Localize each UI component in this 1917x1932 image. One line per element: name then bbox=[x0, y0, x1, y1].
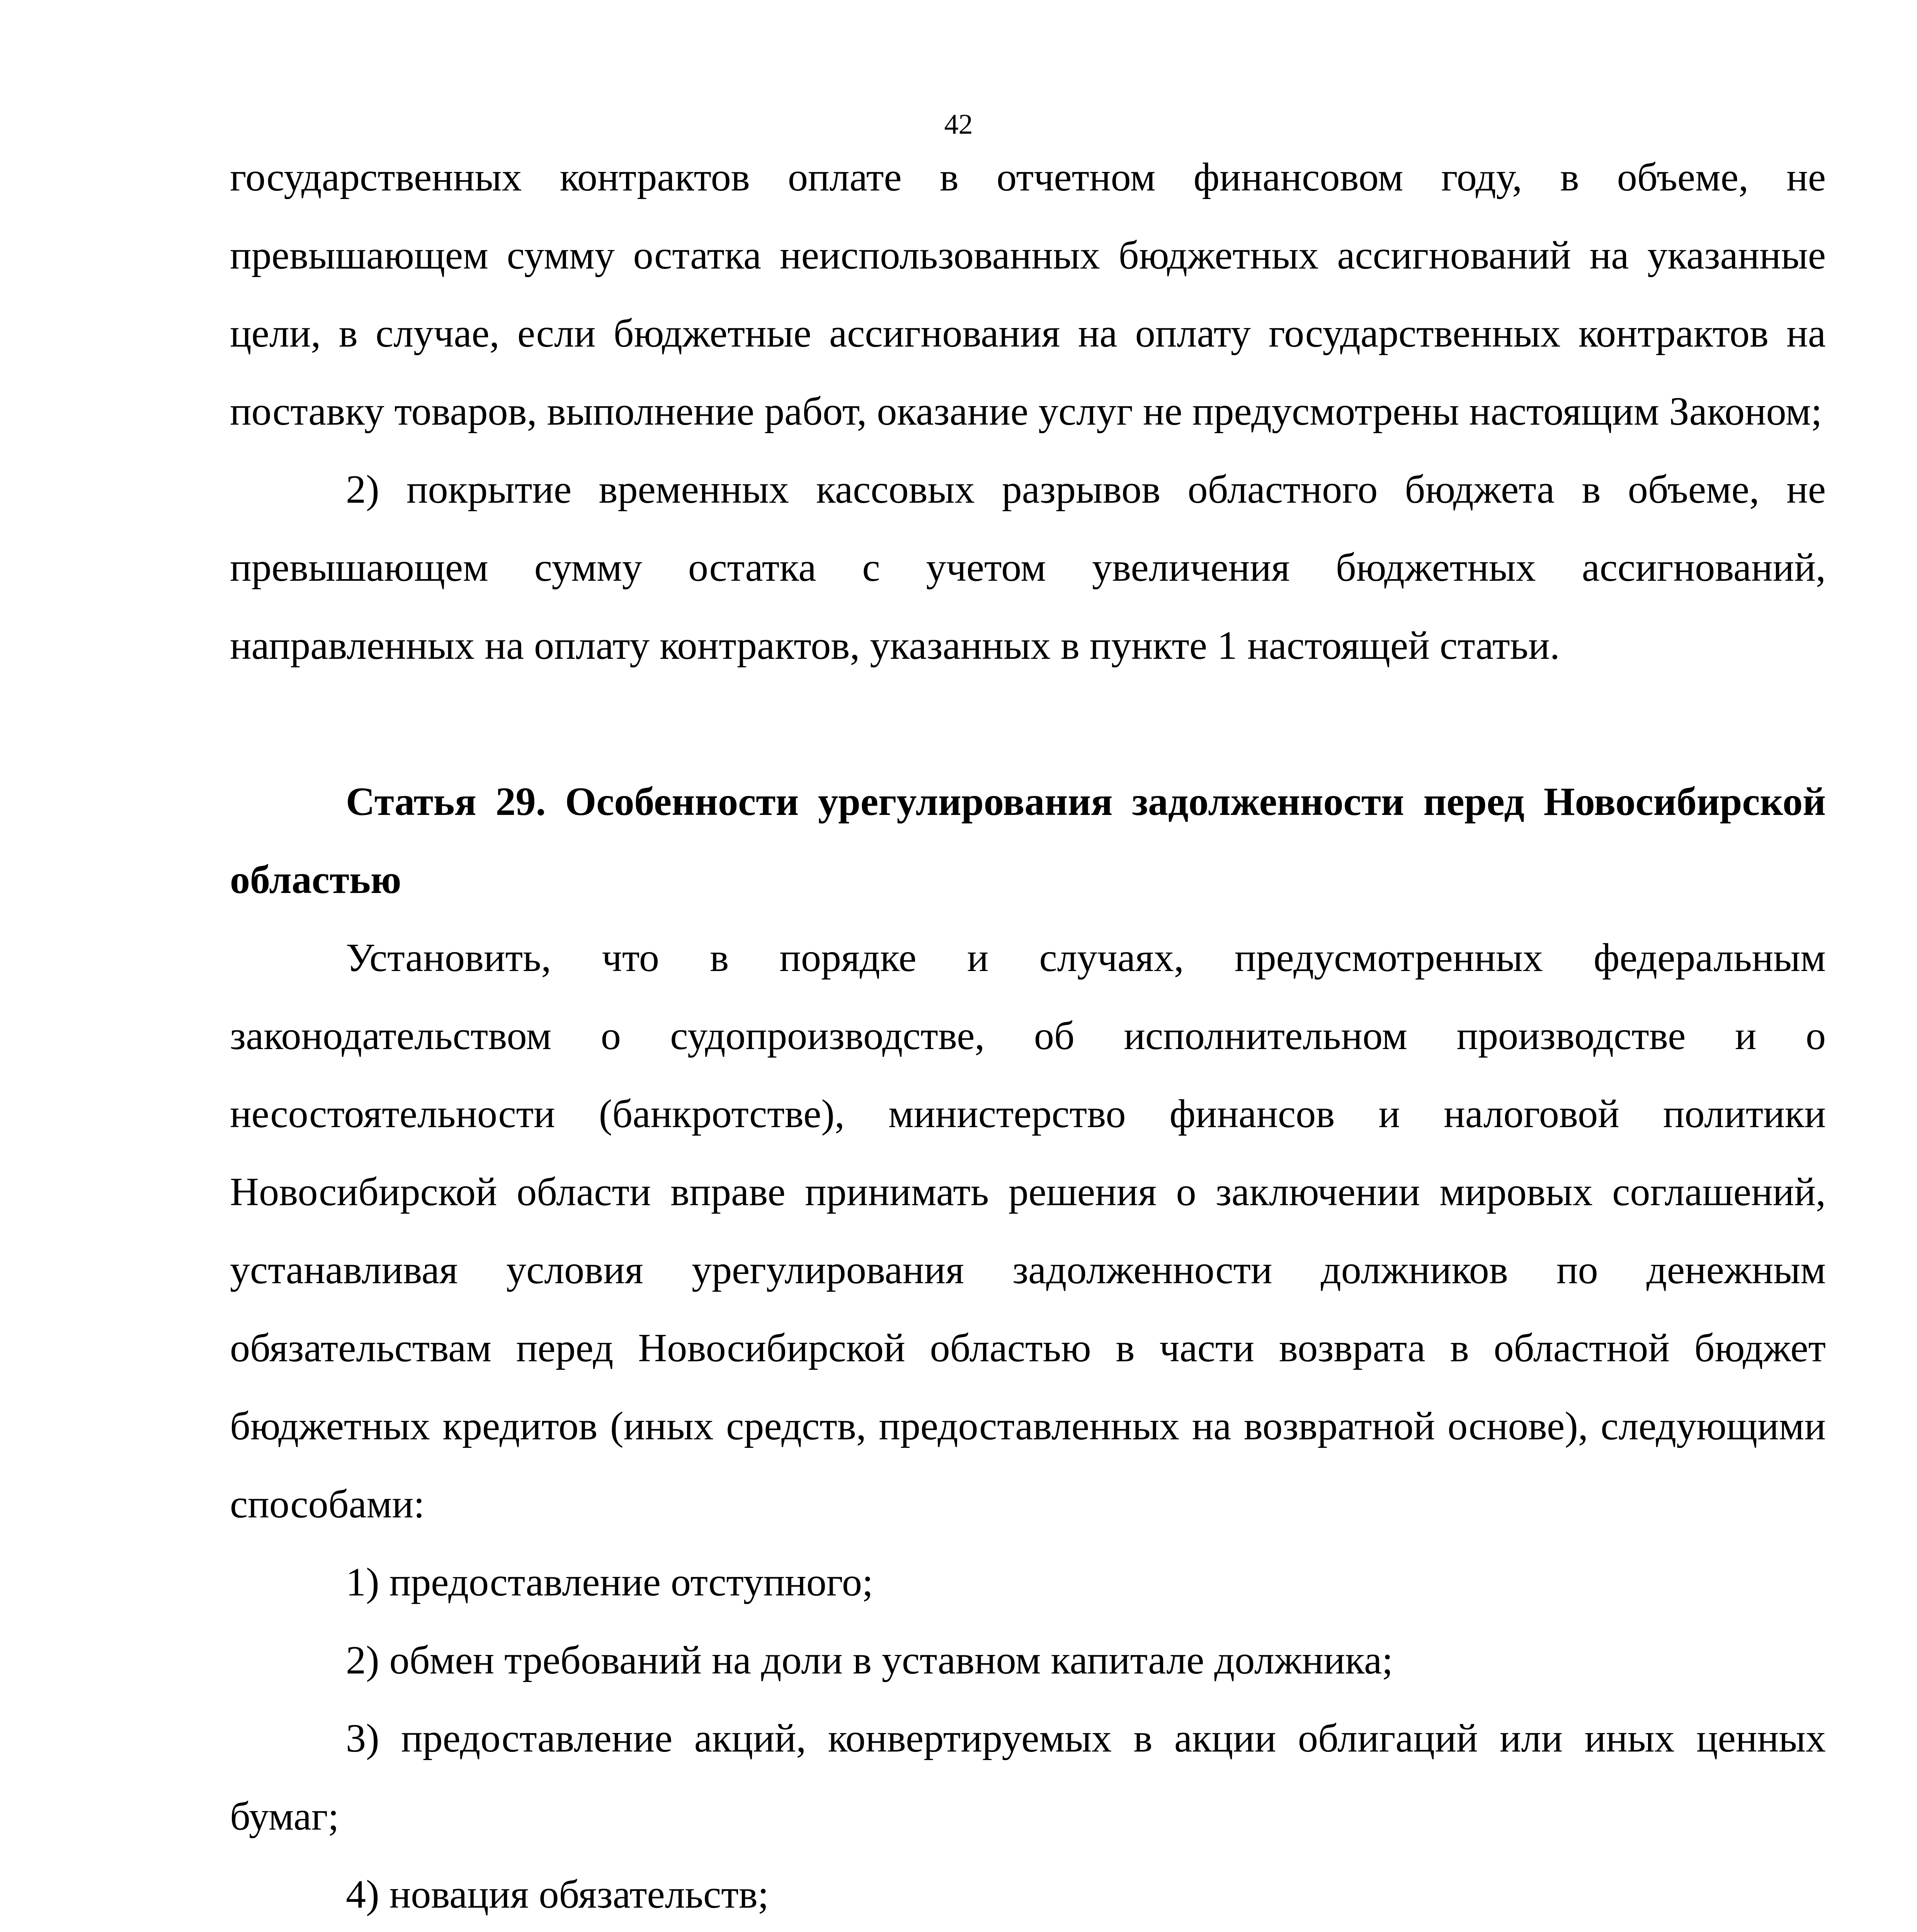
article-29-item: 2) обмен требований на доли в уставном капитале должника; bbox=[346, 1638, 1393, 1682]
article-29-item: 3) предоставление акций, конвертируемых в акции облигаций или иных ценных бумаг; bbox=[230, 1716, 1826, 1838]
document-body bbox=[230, 138, 1826, 1932]
section-gap bbox=[230, 685, 1826, 763]
paragraph-continuation: государственных контрактов оплате в отчетном финансовом году, в объеме, не превышающем сумму остатка неиспользованных бюджетных ассигнований на указанные цели, в случае, если бюджетные ассигнования на оплату государственных контрактов на поставку товаров, выполнение работ, оказание услуг не предусмотрены настоящим Законом; bbox=[230, 155, 1826, 434]
page-number: 42 bbox=[944, 109, 973, 140]
article-29-item: 4) новация обязательств; bbox=[346, 1872, 769, 1917]
article-29-intro: Установить, что в порядке и случаях, предусмотренных федеральным законодательством о судопроизводстве, об исполнительном производстве и о несостоятельности (банкротстве), министерство финансов и налоговой политики Новосибирской области вправе принимать решения о заключении мировых соглашений, устанавливая условия урегулирования задолженности должников по денежным обязательствам перед Новосибирской областью в части возврата в областной бюджет бюджетных кредитов (иных средств, предоставленных на возвратной основе), следующими способами: bbox=[230, 935, 1826, 1526]
article-29-item: 1) предоставление отступного; bbox=[346, 1560, 873, 1604]
paragraph-item-2: 2) покрытие временных кассовых разрывов областного бюджета в объеме, не превышающем сумму остатка с учетом увеличения бюджетных ассигнований, направленных на оплату контрактов, указанных в пункте 1 настоящей статьи. bbox=[230, 467, 1826, 668]
article-29-heading: Статья 29. Особенности урегулирования задолженности перед Новосибирской областью bbox=[230, 779, 1826, 902]
